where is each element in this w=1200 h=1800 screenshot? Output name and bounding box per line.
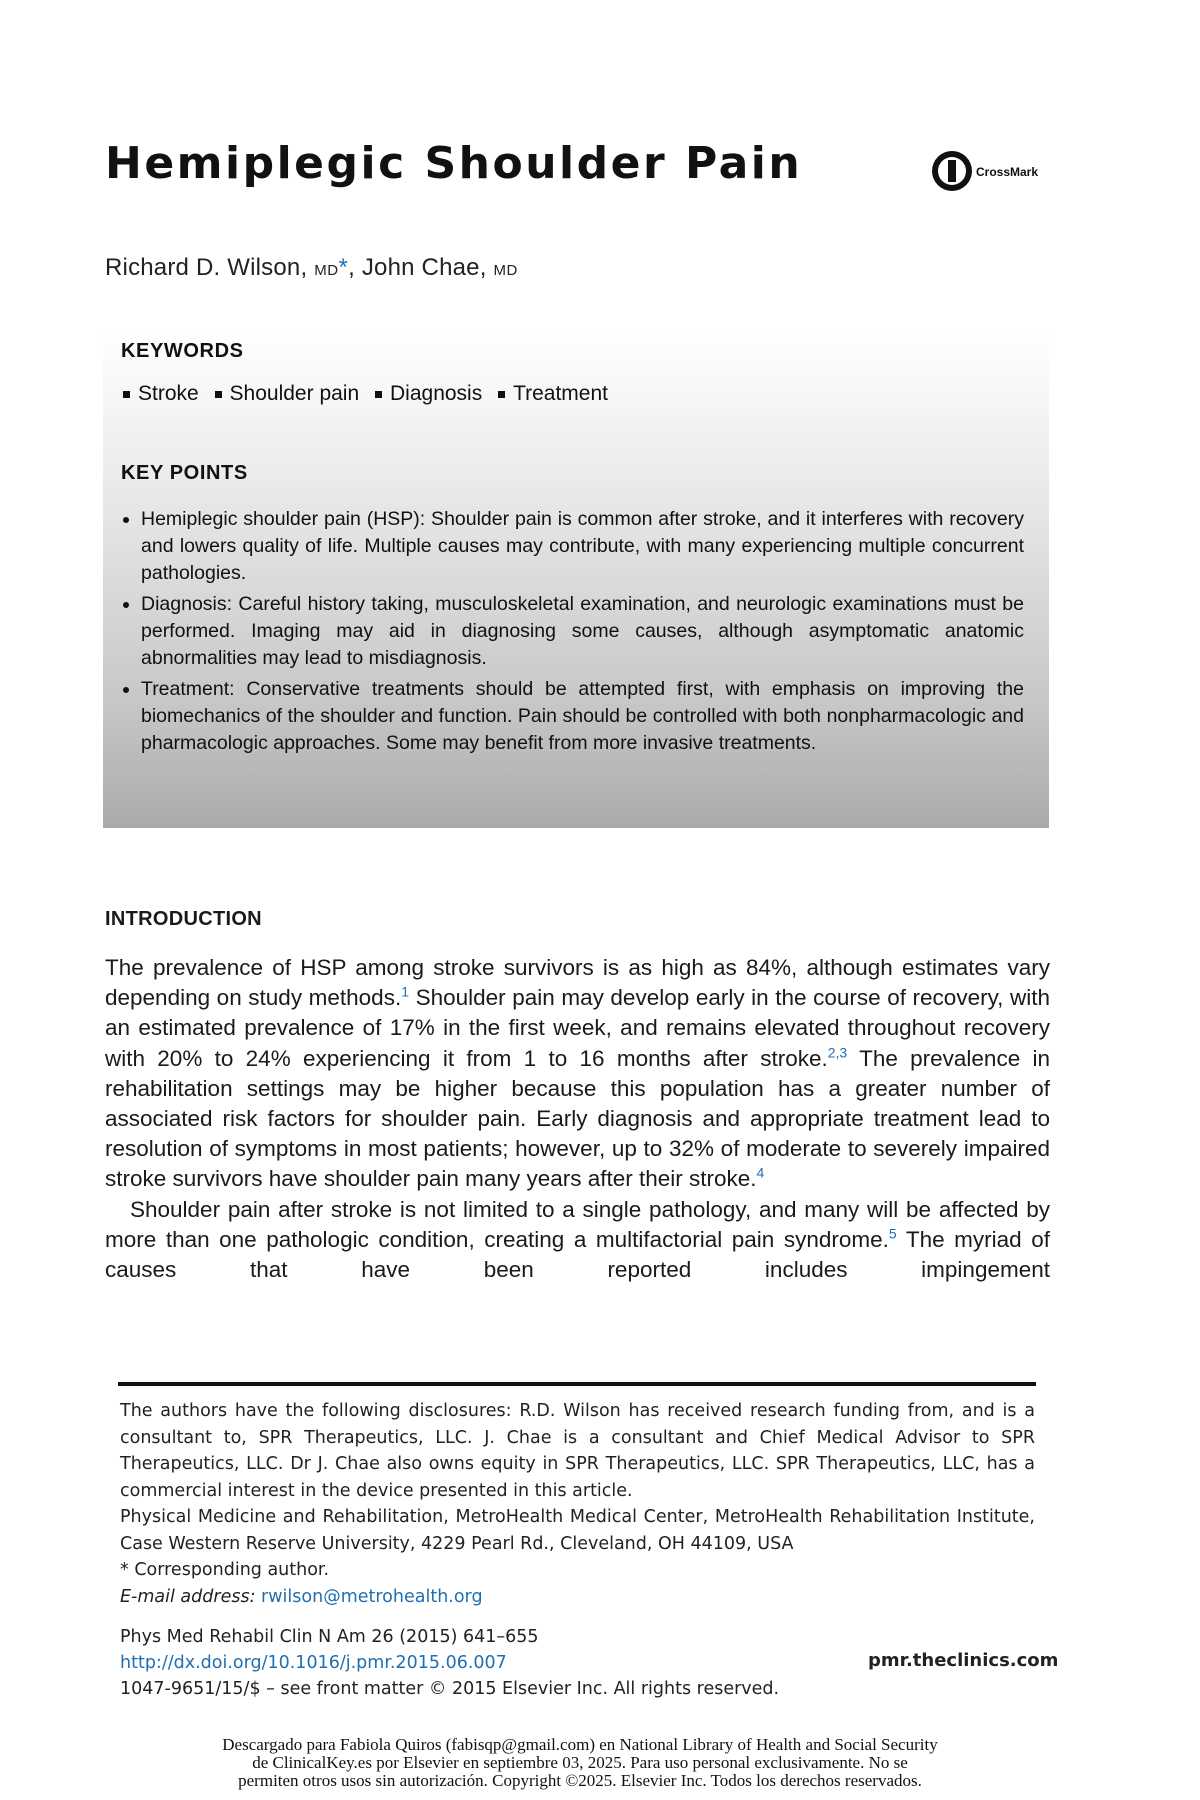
body-paragraph: The prevalence of HSP among stroke survivors is as high as 84%, although estimates vary depending on study methods.$^1$ Shoulder pain may develop early in the course of recovery, with an estimated prevalence of 17% in the first week, and remains elevated throughout recovery with 20% to 24% experiencing it from 1 to 16 months after stroke.$^{2,3}$ The prevalence in rehabilitation settings may be higher because this population has a greater number of associated risk factors for shoulder pain. Early diagnosis and appropriate treatment lead to resolution of symptoms in most patients; however, up to 32% of moderate to severely impaired stroke survivors have shoulder pain many years after their stroke.$^4$ [105, 955, 1051, 1192]
citation-block [120, 1624, 779, 1702]
author-degree: MD [493, 262, 518, 279]
reference-link[interactable]: 4 [756, 1164, 765, 1181]
key-point: Diagnosis: Careful history taking, musculoskeletal examination, and neurologic examinations must be performed. Imaging may aid in diagnosing some causes, although asymptomatic anatomic abnormalities may lead to misdiagnosis. [119, 591, 1024, 672]
crossmark-badge[interactable] [930, 148, 1050, 194]
email-label: E-mail address: [120, 1586, 256, 1607]
footnote-divider [118, 1382, 1036, 1386]
key-points-list [119, 506, 1024, 761]
keyword: Treatment [513, 382, 608, 405]
corresponding-note: * Corresponding author. [120, 1560, 330, 1580]
square-bullet-icon [498, 391, 505, 398]
disclosure-note: The authors have the following disclosures: R.D. Wilson has received research funding from, and is a consultant to, SPR Therapeutics, LLC. J. Chae is a consultant and Chief Medical Advisor to SPR Therapeutics, LLC. Dr J. Chae also owns equity in SPR Therapeutics, LLC. SPR Therapeutics, LLC, has a commercial interest in the device presented in this article. [120, 1401, 1035, 1501]
reference-link[interactable]: 2,3 [827, 1044, 848, 1061]
email-line [120, 1584, 1035, 1611]
author-name: John Chae, [361, 254, 487, 281]
author-degree: MD [314, 262, 339, 279]
author-name: Richard D. Wilson, [105, 254, 308, 281]
journal-site-link[interactable]: pmr.theclinics.com [868, 1650, 1059, 1671]
keyword: Diagnosis [390, 382, 483, 405]
download-notice: Descargado para Fabiola Quiros (fabisqp@gmail.com) en National Library of Health and Social Security de ClinicalKey.es por Elsevier en septiembre 03, 2025. Para uso personal exclusivamente. No se permiten otros usos sin autorización. Copyright ©2025. Elsevier Inc. Todos los derechos reservados. [222, 1735, 938, 1790]
corresponding-mark[interactable]: * [338, 254, 349, 281]
reference-link[interactable]: 5 [888, 1225, 897, 1242]
key-point: Treatment: Conservative treatments should be attempted first, with emphasis on improving the biomechanics of the shoulder and function. Pain should be controlled with both nonpharmacologic and pharmacologic approaches. Some may benefit from more invasive treatments. [119, 676, 1024, 757]
email-link[interactable]: rwilson@metrohealth.org [261, 1586, 483, 1607]
journal-citation: Phys Med Rehabil Clin N Am 26 (2015) 641–655 [120, 1627, 539, 1647]
body-paragraph: Shoulder pain after stroke is not limited to a single pathology, and many will be affected by more than one pathologic condition, creating a multifactorial pain syndrome.$^5$ The myriad of causes that have been reported includes impingement [105, 1196, 1050, 1283]
author-line [105, 254, 518, 282]
introduction-heading: INTRODUCTION [105, 908, 262, 930]
footnotes [120, 1398, 1035, 1610]
affiliation-note: Physical Medicine and Rehabilitation, MetroHealth Medical Center, MetroHealth Rehabilitation Institute, Case Western Reserve University, 4229 Pearl Rd., Cleveland, OH 44109, USA [120, 1507, 1035, 1554]
reference-link[interactable]: 1 [401, 983, 409, 1000]
introduction-body [105, 953, 1050, 1285]
keyword: Stroke [138, 382, 199, 405]
square-bullet-icon [375, 391, 382, 398]
keyword-list [119, 382, 614, 406]
copyright-line: 1047-9651/15/$ – see front matter © 2015 Elsevier Inc. All rights reserved. [120, 1679, 780, 1699]
key-points-heading: KEY POINTS [121, 462, 248, 484]
doi-link[interactable]: http://dx.doi.org/10.1016/j.pmr.2015.06.007 [120, 1653, 507, 1673]
square-bullet-icon [215, 391, 222, 398]
square-bullet-icon [123, 391, 130, 398]
crossmark-label: CrossMark [976, 165, 1039, 179]
key-point: Hemiplegic shoulder pain (HSP): Shoulder pain is common after stroke, and it interferes with recovery and lowers quality of life. Multiple causes may contribute, with many experiencing multiple concurrent pathologies. [119, 506, 1024, 587]
keywords-heading: KEYWORDS [121, 340, 244, 362]
author-separator: , [348, 254, 355, 281]
abstract-box [103, 330, 1049, 828]
keyword: Shoulder pain [229, 382, 360, 405]
article-title: Hemiplegic Shoulder Pain [105, 138, 803, 189]
